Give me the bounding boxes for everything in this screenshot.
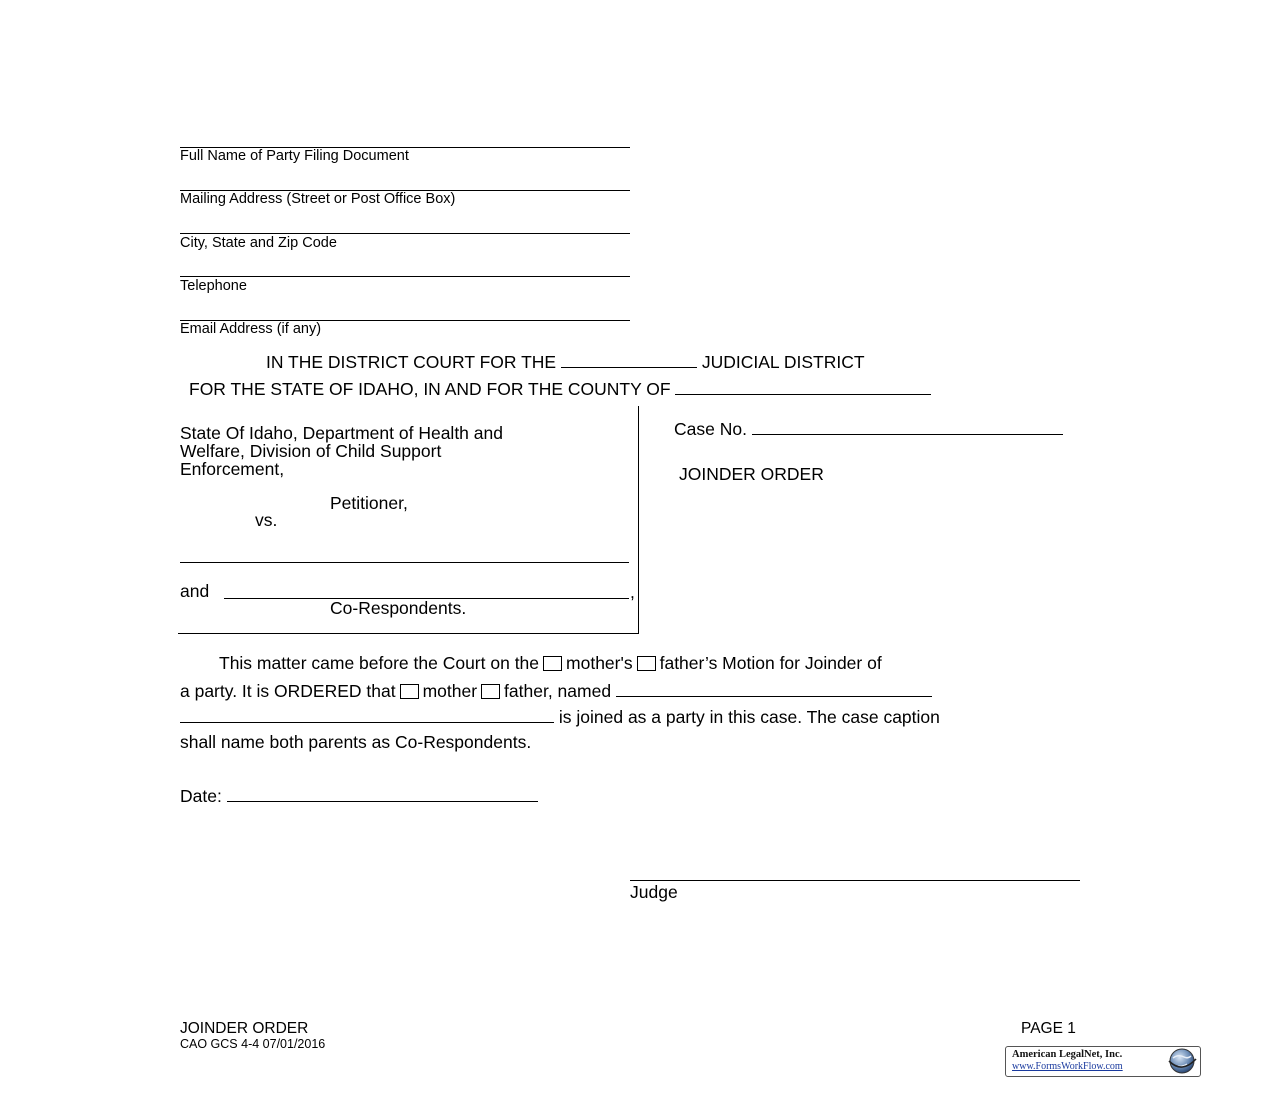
caption-bottom-rule (178, 633, 639, 634)
order-line-4: shall name both parents as Co-Respondents. (180, 732, 532, 752)
court-line1-suffix: JUDICIAL DISTRICT (701, 352, 865, 372)
vs-label: vs. (255, 510, 278, 530)
order-line-2-text-a: a party. It is ORDERED that (180, 681, 396, 701)
court-heading-line-2 (189, 378, 931, 400)
party-name-field-1[interactable] (616, 680, 932, 697)
globe-icon (1165, 1046, 1199, 1076)
case-number-field[interactable] (752, 418, 1063, 435)
order-line-1-text-b: father’s Motion for Joinder of (659, 653, 882, 673)
co-respondents-label: Co-Respondents. (330, 598, 467, 618)
judge-signature-line[interactable] (630, 880, 1080, 881)
date-row (180, 785, 538, 807)
order-line-1-text-a: This matter came before the Court on the (219, 653, 540, 673)
and-label: and (180, 581, 210, 601)
respondent-name-line[interactable] (180, 562, 629, 563)
order-line-1 (219, 653, 882, 674)
full-name-label: Full Name of Party Filing Document (180, 148, 409, 164)
court-heading-line-1 (266, 351, 865, 373)
date-label: Date: (180, 786, 222, 806)
case-number-row (674, 418, 1063, 440)
order-line-3 (180, 706, 940, 728)
footer-form-code: CAO GCS 4-4 07/01/2016 (180, 1037, 326, 1051)
footer-page-label: PAGE 1 (1021, 1020, 1076, 1037)
email-label: Email Address (if any) (180, 321, 322, 337)
mailing-address-label: Mailing Address (Street or Post Office Box) (180, 191, 456, 207)
fathers-motion-checkbox[interactable] (637, 656, 656, 671)
judge-label: Judge (630, 882, 678, 902)
footer-form-title: JOINDER ORDER (180, 1020, 309, 1037)
order-line-2 (180, 680, 932, 702)
judicial-district-field[interactable] (561, 351, 697, 368)
county-field[interactable] (675, 378, 931, 395)
order-line-3-text: is joined as a party in this case. The case caption (558, 707, 940, 727)
mothers-label: mother's (566, 653, 633, 673)
telephone-line[interactable] (180, 276, 630, 277)
caption-vertical-divider (638, 406, 639, 634)
party-name-field-2[interactable] (180, 706, 554, 723)
father-joined-checkbox[interactable] (481, 684, 500, 699)
petitioner-name-line-1: State Of Idaho, Department of Health and (180, 423, 503, 443)
case-number-label: Case No. (674, 419, 747, 439)
co-respondent-comma: , (630, 582, 635, 602)
city-state-zip-line[interactable] (180, 233, 630, 234)
telephone-label: Telephone (180, 278, 247, 294)
logo-company-name: American LegalNet, Inc. (1012, 1049, 1123, 1060)
petitioner-name (180, 424, 503, 478)
court-line2-prefix: FOR THE STATE OF IDAHO, IN AND FOR THE COUNTY OF (189, 379, 671, 399)
mothers-motion-checkbox[interactable] (543, 656, 562, 671)
city-state-zip-label: City, State and Zip Code (180, 235, 337, 251)
american-legalnet-logo (1005, 1046, 1201, 1077)
petitioner-name-line-2: Welfare, Division of Child Support (180, 441, 442, 461)
document-title: JOINDER ORDER (679, 464, 824, 484)
mother-label: mother (422, 681, 478, 701)
date-field[interactable] (227, 785, 538, 802)
petitioner-name-line-3: Enforcement, (180, 459, 285, 479)
court-line1-prefix: IN THE DISTRICT COURT FOR THE (266, 352, 557, 372)
logo-url[interactable]: www.FormsWorkFlow.com (1012, 1061, 1123, 1072)
mother-joined-checkbox[interactable] (400, 684, 419, 699)
petitioner-label: Petitioner, (330, 493, 408, 513)
order-line-2-text-b: father, named (504, 681, 612, 701)
